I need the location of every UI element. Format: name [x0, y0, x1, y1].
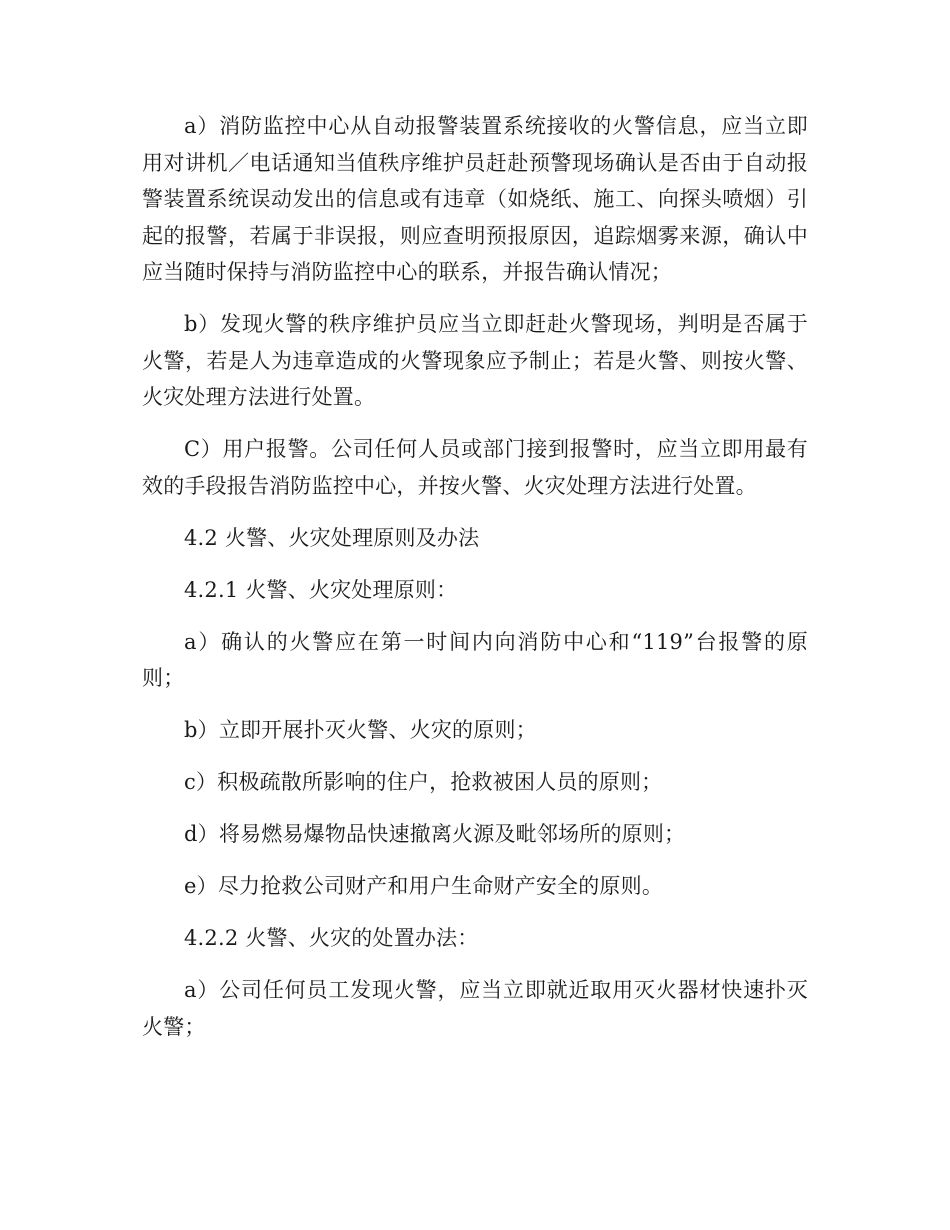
principle-item-b: b）立即开展扑灭火警、火灾的原则；	[184, 718, 537, 742]
section-heading-4-2-1: 4.2.1 火警、火灾处理原则：	[184, 577, 458, 602]
principle-item-d: d）将易燃易爆物品快速撤离火源及毗邻场所的原则；	[184, 822, 686, 846]
principle-item-a: a）确认的火警应在第一时间内向消防中心和“119”台报警的原则；	[142, 629, 808, 690]
paragraph-user-alarm: C）用户报警。公司任何人员或部门接到报警时，应当立即用最有效的手段报告消防监控中心，并按火警、火灾处理方法进行处置。	[142, 437, 808, 498]
paragraph-guard-response: b）发现火警的秩序维护员应当立即赶赴火警现场，判明是否属于火警，若是人为违章造成的火警现象应予制止；若是火警、则按火警、火灾处理方法进行处置。	[142, 312, 808, 409]
principle-item-c: c）积极疏散所影响的住户，抢救被困人员的原则；	[184, 770, 663, 794]
section-heading-4-2: 4.2 火警、火灾处理原则及办法	[184, 525, 480, 550]
document-body	[142, 108, 808, 1061]
principle-item-e: e）尽力抢救公司财产和用户生命财产安全的原则。	[184, 874, 664, 898]
method-item-a: a）公司任何员工发现火警，应当立即就近取用灭火器材快速扑灭火警；	[142, 978, 808, 1039]
paragraph-monitoring-alarm: a）消防监控中心从自动报警装置系统接收的火警信息，应当立即用对讲机／电话通知当值秩序维护员赶赴预警现场确认是否由于自动报警装置系统误动发出的信息或有违章（如烧纸、施工、向探头喷烟）引起的报警，若属于非误报，则应查明预报原因，追踪烟雾来源，确认中应当随时保持与消防监控中心的联系，并报告确认情况；	[142, 114, 808, 284]
section-heading-4-2-2: 4.2.2 火警、火灾的处置办法：	[184, 926, 479, 950]
